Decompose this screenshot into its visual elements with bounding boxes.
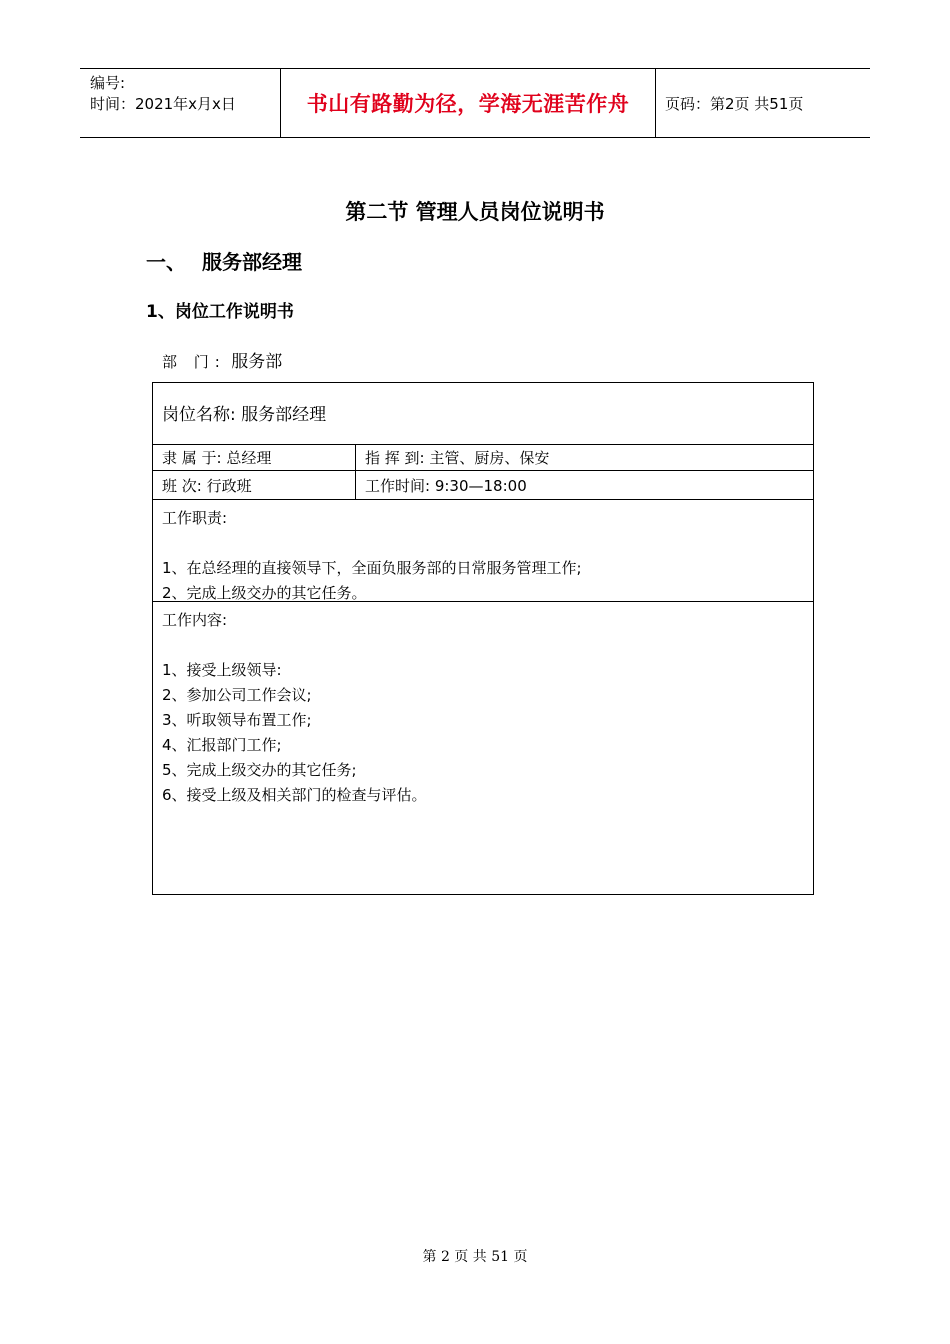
table-row-reporting [153, 445, 813, 471]
duties-title: 工作职责: [162, 509, 228, 527]
table-row-duties [153, 500, 813, 602]
job-description-table [152, 382, 814, 895]
shift-cell: 班 次: 行政班 [162, 476, 252, 495]
department-value: 服务部 [231, 352, 283, 372]
content-item: 4、汇报部门工作; [162, 736, 282, 754]
position-name-cell: 岗位名称: 服务部经理 [162, 405, 327, 425]
work-hours-cell: 工作时间: 9:30—18:00 [355, 471, 813, 499]
content-item: 6、接受上级及相关部门的检查与评估。 [162, 786, 427, 804]
content-item: 5、完成上级交办的其它任务; [162, 761, 357, 779]
table-row-content [153, 602, 813, 894]
table-row-schedule [153, 471, 813, 500]
heading-1-text: 服务部经理 [202, 250, 302, 274]
reports-to-cell: 隶 属 于: 总经理 [162, 449, 272, 467]
header-page-info: 页码：第2页 共51页 [665, 95, 804, 113]
duties-block [162, 506, 582, 606]
department-line [162, 347, 282, 372]
section-title: 第二节 管理人员岗位说明书 [345, 200, 605, 224]
content-item: 1、接受上级领导: [162, 661, 282, 679]
content-item: 3、听取领导布置工作; [162, 711, 312, 729]
header-time-label: 时间：2021年x月x日 [90, 95, 236, 113]
content-item: 2、参加公司工作会议; [162, 686, 312, 704]
page-header [80, 68, 870, 138]
header-motto: 书山有路勤为径，学海无涯苦作舟 [280, 69, 656, 137]
page-footer: 第 2 页 共 51 页 [422, 1249, 528, 1265]
table-row-position [153, 383, 813, 445]
heading-level-2: 1、岗位工作说明书 [146, 302, 294, 322]
directs-cell: 指 挥 到: 主管、厨房、保安 [355, 445, 813, 470]
duty-item: 1、在总经理的直接领导下，全面负服务部的日常服务管理工作; [162, 559, 582, 577]
department-label: 部 门: [162, 353, 226, 371]
heading-level-1 [146, 246, 302, 275]
content-block [162, 608, 427, 808]
duty-item: 2、完成上级交办的其它任务。 [162, 584, 367, 602]
header-meta [90, 73, 236, 115]
header-number-label: 编号: [90, 74, 126, 92]
heading-1-number: 一、 [146, 250, 186, 274]
content-title: 工作内容: [162, 611, 228, 629]
